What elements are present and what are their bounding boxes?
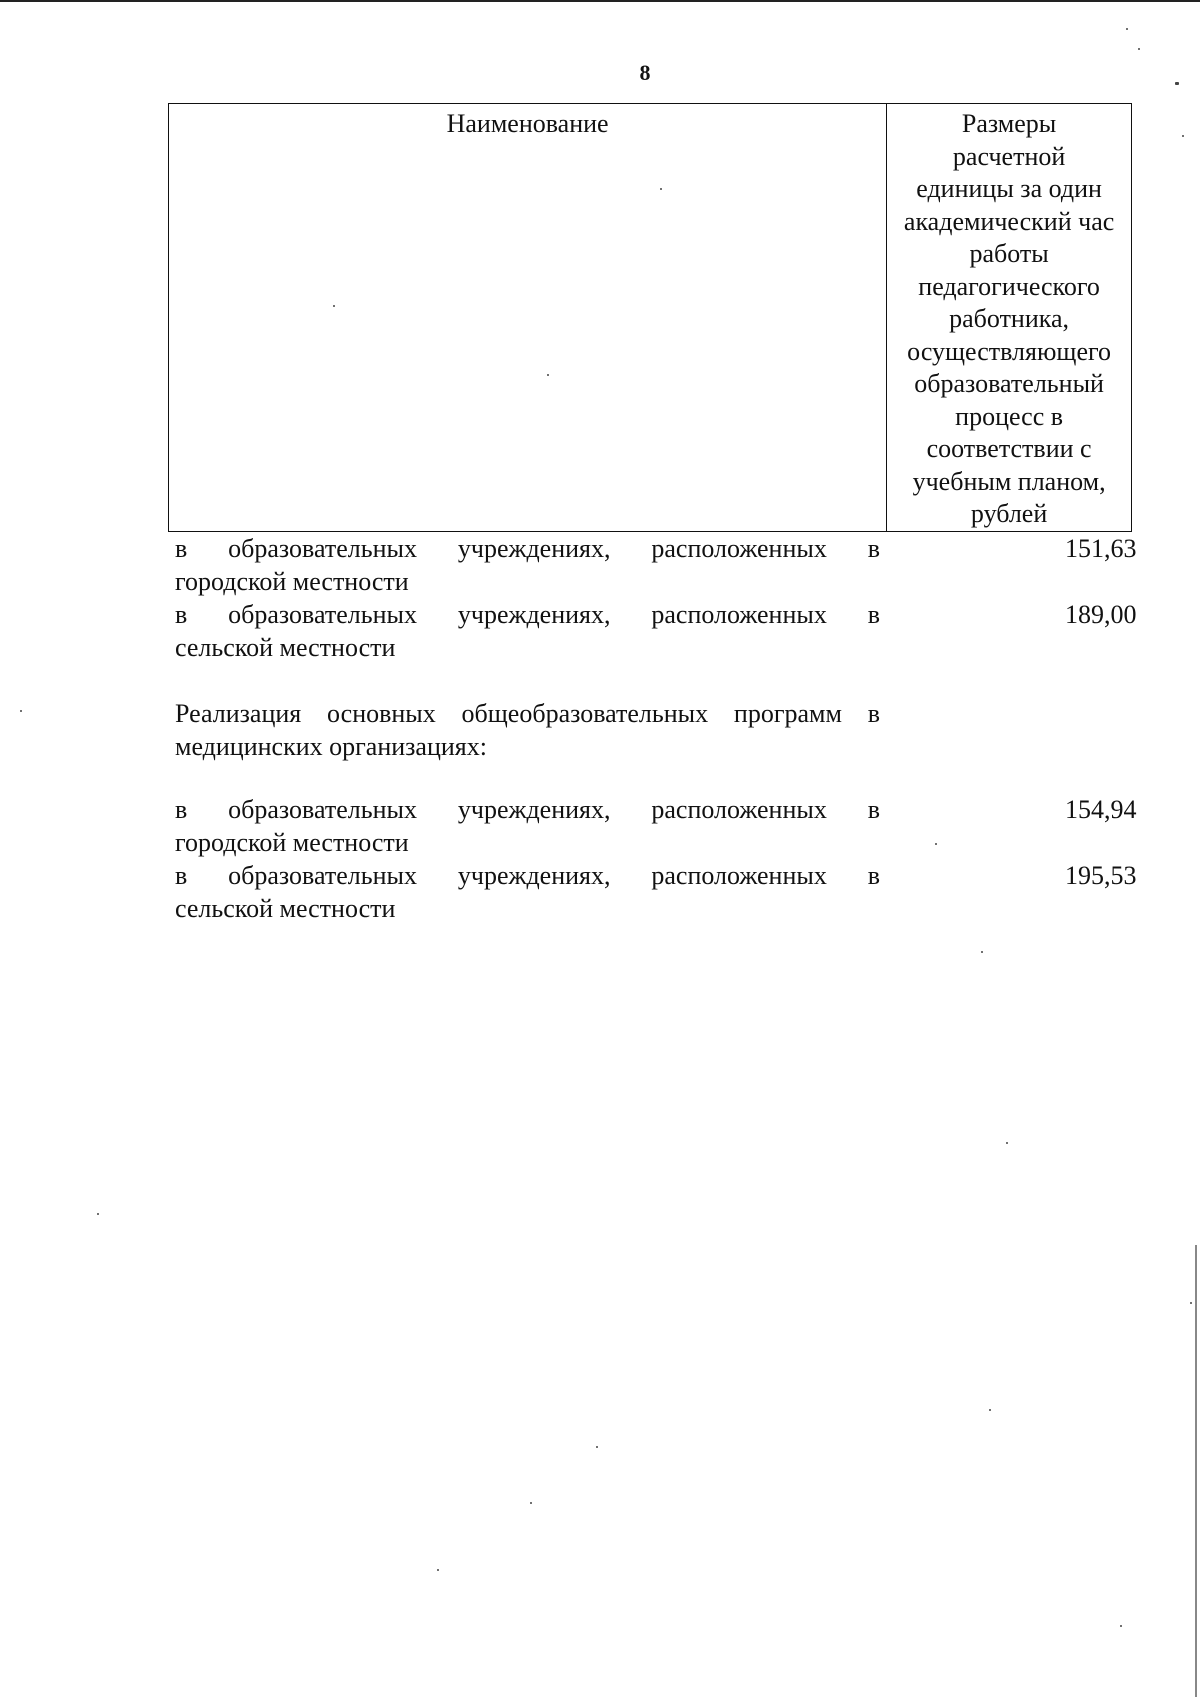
column-header-rate-line: единицы за один: [916, 174, 1102, 203]
scan-top-edge: [0, 0, 1200, 2]
row-label-line: городской местности: [175, 828, 409, 857]
column-header-rate-line: работника,: [949, 304, 1070, 333]
scan-speck: [530, 1502, 532, 1504]
row-value: 195,53: [1065, 861, 1137, 890]
scan-speck: [1182, 135, 1184, 137]
column-header-rate-line: расчетной: [952, 141, 1066, 171]
page-number: 8: [639, 60, 651, 85]
scan-speck: [1138, 48, 1140, 50]
row-label: [175, 859, 880, 925]
column-header-rate-line: осуществляющего: [907, 336, 1111, 366]
column-header-rate-line: учебным планом,: [912, 466, 1106, 496]
scan-speck: [333, 305, 335, 307]
scan-right-edge: [1195, 1245, 1197, 1697]
column-header-rate-line: процесс в: [955, 401, 1064, 431]
table-header-row: [169, 104, 1132, 532]
scan-speck: [1175, 82, 1179, 85]
row-label-line: в образовательных учреждениях, расположенных в: [175, 795, 880, 824]
scan-speck: [935, 843, 937, 845]
column-header-rate-line: соответствии с: [926, 434, 1092, 463]
scan-speck: [1126, 28, 1128, 30]
row-label-line: сельской местности: [175, 633, 396, 662]
column-header-rate: [887, 104, 1132, 532]
row-label: [175, 793, 880, 859]
column-header-rate-line: работы: [969, 239, 1049, 268]
column-header-name-text: Наименование: [446, 109, 609, 138]
row-label-line: в образовательных учреждениях, расположенных в: [175, 600, 880, 629]
row-label-line: в образовательных учреждениях, расположенных в: [175, 534, 880, 563]
column-header-rate-line: образовательный: [914, 369, 1104, 398]
scan-speck: [20, 710, 22, 712]
row-value: 154,94: [1065, 795, 1137, 824]
scan-speck: [437, 1569, 439, 1571]
row-label-line: городской местности: [175, 567, 409, 596]
row-label-line: сельской местности: [175, 894, 396, 923]
row-label: [175, 598, 880, 664]
scan-speck: [596, 1446, 598, 1448]
column-header-rate-line: академический час: [903, 206, 1115, 236]
row-value: 151,63: [1065, 534, 1137, 563]
scan-speck: [1190, 1302, 1192, 1304]
scan-speck: [97, 1213, 99, 1215]
row-label-line: в образовательных учреждениях, расположенных в: [175, 861, 880, 890]
section-heading: [175, 697, 880, 763]
column-header-name: [169, 104, 887, 532]
scan-speck: [989, 1409, 991, 1411]
column-header-rate-line: рублей: [970, 499, 1048, 528]
scan-speck: [1120, 1625, 1122, 1627]
section-heading-line: медицинских организациях:: [175, 732, 487, 761]
rates-header-table: [168, 103, 1132, 532]
column-header-rate-line: педагогического: [918, 271, 1100, 301]
row-label: [175, 532, 880, 598]
scan-speck: [547, 374, 549, 376]
scan-speck: [660, 188, 662, 190]
scan-speck: [981, 951, 983, 953]
column-header-rate-line: Размеры: [961, 109, 1057, 138]
row-value: 189,00: [1065, 600, 1137, 629]
scan-speck: [1006, 1142, 1008, 1144]
section-heading-line: Реализация основных общеобразовательных программ в: [175, 699, 880, 728]
